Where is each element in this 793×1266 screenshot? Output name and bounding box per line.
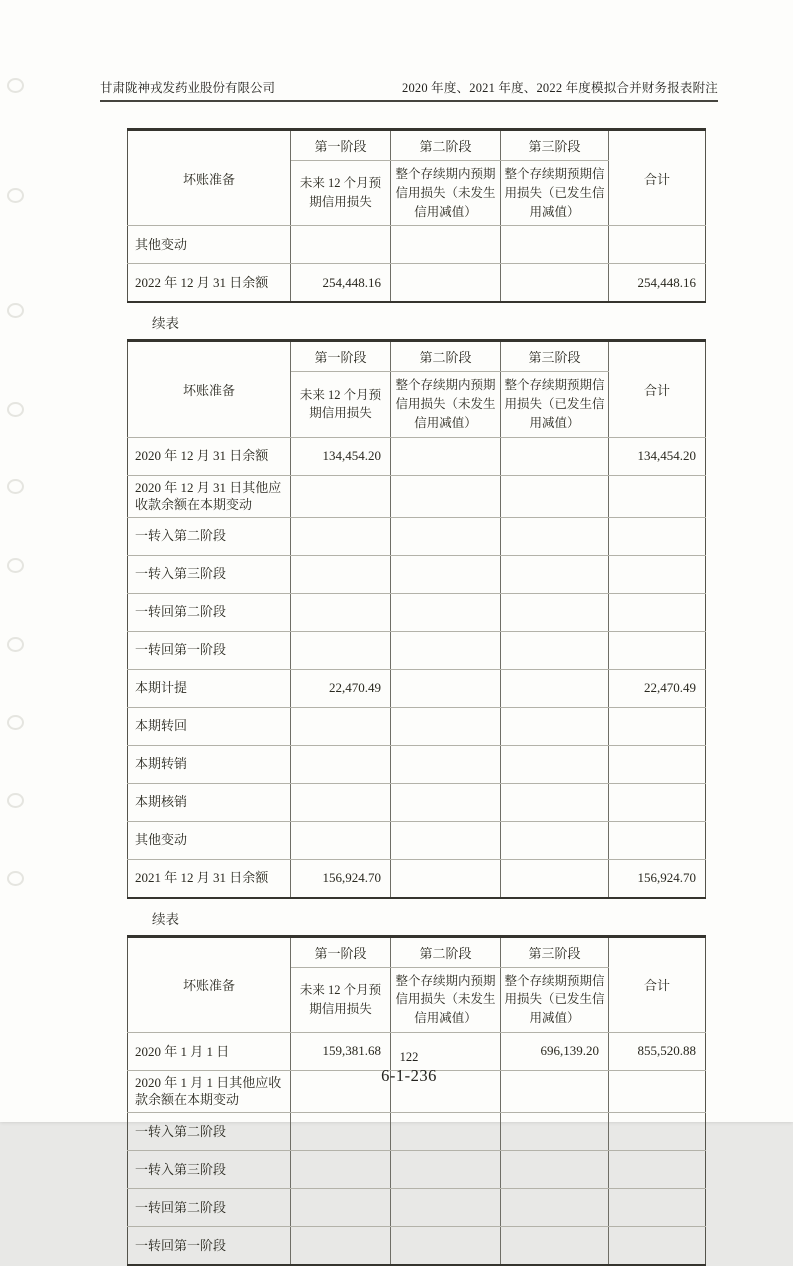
- cell-value: [501, 1188, 609, 1226]
- cell-value: [391, 1112, 501, 1150]
- cell-value: [609, 1226, 706, 1265]
- cell-value: [501, 475, 609, 517]
- table-row: [128, 593, 706, 631]
- cell-value: [391, 475, 501, 517]
- table-row: [128, 821, 706, 859]
- cell-value: [291, 631, 391, 669]
- col-subheader-stage1: 未来 12 个月预期信用损失: [291, 372, 391, 437]
- table-row: [128, 1150, 706, 1188]
- row-label: 本期计提: [128, 669, 291, 707]
- row-label: 2022 年 12 月 31 日余额: [128, 264, 291, 303]
- cell-value: [501, 783, 609, 821]
- row-label: 其他变动: [128, 226, 291, 264]
- row-label: 其他变动: [128, 821, 291, 859]
- col-header-total: 合计: [609, 341, 706, 437]
- cell-value: [501, 517, 609, 555]
- row-label: 2020 年 1 月 1 日: [128, 1032, 291, 1070]
- cell-value: [291, 593, 391, 631]
- col-subheader-stage1: 未来 12 个月预期信用损失: [291, 161, 391, 226]
- table-row: [128, 745, 706, 783]
- row-label: 一转回第一阶段: [128, 631, 291, 669]
- cell-value: 254,448.16: [291, 264, 391, 303]
- cell-value: [391, 745, 501, 783]
- cell-value: [391, 821, 501, 859]
- cell-value: 22,470.49: [291, 669, 391, 707]
- cell-value: [501, 669, 609, 707]
- cell-value: [391, 1188, 501, 1226]
- cell-value: 22,470.49: [609, 669, 706, 707]
- table-header-row-stages: [128, 936, 706, 967]
- cell-value: [391, 783, 501, 821]
- table-row: [128, 669, 706, 707]
- col-header-total: 合计: [609, 936, 706, 1032]
- row-label: 一转入第三阶段: [128, 555, 291, 593]
- cell-value: [609, 226, 706, 264]
- table-row: [128, 437, 706, 475]
- continued-table-label: 续表: [152, 316, 179, 332]
- report-title: 2020 年度、2021 年度、2022 年度模拟合并财务报表附注: [402, 81, 718, 95]
- col-subheader-stage1: 未来 12 个月预期信用损失: [291, 967, 391, 1032]
- cell-value: [291, 745, 391, 783]
- cell-value: [501, 745, 609, 783]
- cell-value: [609, 555, 706, 593]
- col-header-stage1: 第一阶段: [291, 936, 391, 967]
- cell-value: [391, 631, 501, 669]
- row-label: 一转入第二阶段: [128, 517, 291, 555]
- binder-hole-artifact: [7, 715, 24, 730]
- cell-value: [291, 1112, 391, 1150]
- table-row: [128, 475, 706, 517]
- table-row: [128, 783, 706, 821]
- cell-value: 254,448.16: [609, 264, 706, 303]
- cell-value: 156,924.70: [291, 859, 391, 898]
- cell-value: [291, 1226, 391, 1265]
- col-subheader-stage3: 整个存续期预期信用损失（已发生信用减值）: [501, 372, 609, 437]
- cell-value: [391, 669, 501, 707]
- cell-value: [291, 821, 391, 859]
- col-subheader-stage2: 整个存续期内预期信用损失（未发生信用减值）: [391, 161, 501, 226]
- binder-hole-artifact: [7, 78, 24, 93]
- cell-value: 156,924.70: [609, 859, 706, 898]
- col-header-stage2: 第二阶段: [391, 130, 501, 161]
- row-label: 一转入第三阶段: [128, 1150, 291, 1188]
- row-label: 2020 年 12 月 31 日余额: [128, 437, 291, 475]
- row-label: 一转回第一阶段: [128, 1226, 291, 1265]
- col-header-stage3: 第三阶段: [501, 936, 609, 967]
- doc-number: 6-1-236: [381, 1065, 437, 1085]
- cell-value: [501, 821, 609, 859]
- cell-value: [391, 555, 501, 593]
- col-header-stage2: 第二阶段: [391, 936, 501, 967]
- cell-value: [291, 1150, 391, 1188]
- page-content: [100, 78, 718, 1266]
- row-label: 一转回第二阶段: [128, 1188, 291, 1226]
- binder-hole-artifact: [7, 303, 24, 318]
- bad-debt-table-2: [127, 339, 706, 898]
- cell-value: [501, 1112, 609, 1150]
- cell-value: [291, 555, 391, 593]
- cell-value: [391, 517, 501, 555]
- cell-value: [609, 475, 706, 517]
- cell-value: [609, 593, 706, 631]
- col-subheader-stage3: 整个存续期预期信用损失（已发生信用减值）: [501, 967, 609, 1032]
- cell-value: [501, 555, 609, 593]
- row-label: 一转回第二阶段: [128, 593, 291, 631]
- table-row: [128, 226, 706, 264]
- cell-value: 134,454.20: [291, 437, 391, 475]
- page-header: [100, 78, 718, 102]
- row-label: 2020 年 1 月 1 日其他应收款余额在本期变动: [128, 1070, 291, 1112]
- cell-value: 855,520.88: [609, 1032, 706, 1070]
- cell-value: 134,454.20: [609, 437, 706, 475]
- continued-table-label: 续表: [152, 911, 179, 927]
- cell-value: [291, 783, 391, 821]
- bad-debt-table-1: [127, 128, 706, 303]
- cell-value: [501, 264, 609, 303]
- cell-value: [609, 631, 706, 669]
- col-subheader-stage2: 整个存续期内预期信用损失（未发生信用减值）: [391, 967, 501, 1032]
- cell-value: [291, 517, 391, 555]
- company-name: 甘肃陇神戎发药业股份有限公司: [100, 81, 276, 95]
- binder-hole-artifact: [7, 188, 24, 203]
- table-row: [128, 517, 706, 555]
- cell-value: [291, 475, 391, 517]
- table-row: [128, 1226, 706, 1265]
- cell-value: [501, 226, 609, 264]
- col-header-total: 合计: [609, 130, 706, 226]
- cell-value: [291, 707, 391, 745]
- cell-value: [609, 821, 706, 859]
- corner-label: 坏账准备: [128, 341, 291, 437]
- cell-value: [609, 1150, 706, 1188]
- cell-value: 159,381.68: [291, 1032, 391, 1070]
- cell-value: [391, 226, 501, 264]
- col-header-stage1: 第一阶段: [291, 130, 391, 161]
- table-row: [128, 859, 706, 898]
- corner-label: 坏账准备: [128, 130, 291, 226]
- cell-value: [501, 631, 609, 669]
- cell-value: [291, 1188, 391, 1226]
- row-label: 一转入第二阶段: [128, 1112, 291, 1150]
- binder-hole-artifact: [7, 479, 24, 494]
- col-header-stage3: 第三阶段: [501, 130, 609, 161]
- col-header-stage1: 第一阶段: [291, 341, 391, 372]
- table-header-row-stages: [128, 341, 706, 372]
- table-row: [128, 555, 706, 593]
- page-number: 122: [399, 1050, 419, 1064]
- cell-value: [391, 859, 501, 898]
- cell-value: [501, 1226, 609, 1265]
- cell-value: [609, 517, 706, 555]
- cell-value: [609, 745, 706, 783]
- corner-label: 坏账准备: [128, 936, 291, 1032]
- row-label: 本期核销: [128, 783, 291, 821]
- col-subheader-stage2: 整个存续期内预期信用损失（未发生信用减值）: [391, 372, 501, 437]
- col-header-stage2: 第二阶段: [391, 341, 501, 372]
- table-row: [128, 1112, 706, 1150]
- row-label: 本期转销: [128, 745, 291, 783]
- cell-value: [609, 1188, 706, 1226]
- cell-value: [501, 859, 609, 898]
- cell-value: [501, 593, 609, 631]
- cell-value: [391, 1150, 501, 1188]
- cell-value: [501, 707, 609, 745]
- table-row: [128, 264, 706, 303]
- page-footer: [100, 1050, 718, 1086]
- cell-value: [391, 593, 501, 631]
- cell-value: [391, 437, 501, 475]
- cell-value: [501, 437, 609, 475]
- cell-value: [391, 264, 501, 303]
- table-row: [128, 1188, 706, 1226]
- col-header-stage3: 第三阶段: [501, 341, 609, 372]
- table-row: [128, 707, 706, 745]
- table-row: [128, 631, 706, 669]
- cell-value: [609, 783, 706, 821]
- cell-value: [391, 1226, 501, 1265]
- binder-hole-artifact: [7, 558, 24, 573]
- cell-value: 696,139.20: [501, 1032, 609, 1070]
- bad-debt-table-3: [127, 935, 706, 1266]
- cell-value: [609, 707, 706, 745]
- cell-value: [391, 707, 501, 745]
- binder-hole-artifact: [7, 402, 24, 417]
- row-label: 2020 年 12 月 31 日其他应收款余额在本期变动: [128, 475, 291, 517]
- binder-hole-artifact: [7, 637, 24, 652]
- col-subheader-stage3: 整个存续期预期信用损失（已发生信用减值）: [501, 161, 609, 226]
- binder-hole-artifact: [7, 793, 24, 808]
- row-label: 2021 年 12 月 31 日余额: [128, 859, 291, 898]
- row-label: 本期转回: [128, 707, 291, 745]
- cell-value: [501, 1150, 609, 1188]
- cell-value: [291, 226, 391, 264]
- table-header-row-stages: [128, 130, 706, 161]
- binder-hole-artifact: [7, 871, 24, 886]
- cell-value: [609, 1112, 706, 1150]
